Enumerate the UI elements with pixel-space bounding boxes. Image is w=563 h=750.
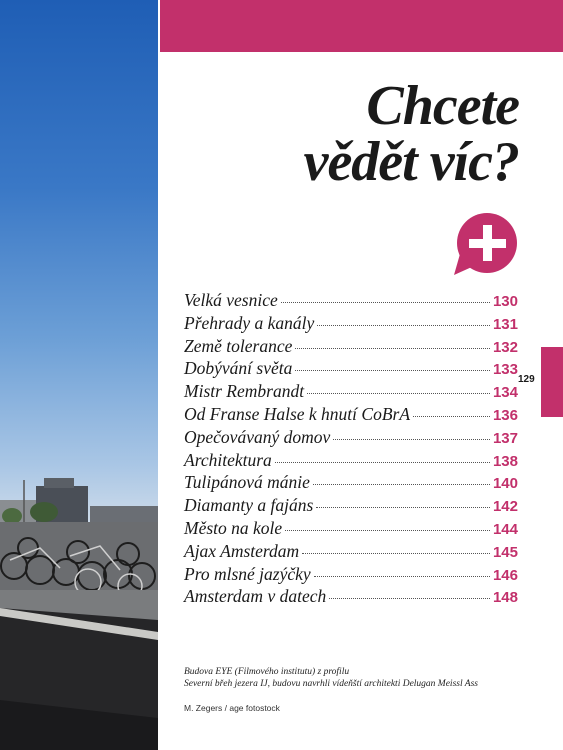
toc-entry-page: 132 (492, 338, 518, 356)
toc-entry-page: 138 (492, 452, 518, 470)
toc-entry-page: 145 (492, 543, 518, 561)
toc-leader-dots (314, 576, 490, 577)
toc-entry-title: Pro mlsné jazýčky (184, 563, 311, 584)
toc-entry-title: Opečovávaný domov (184, 426, 331, 447)
toc-leader-dots (302, 553, 490, 554)
toc-entry-page: 142 (492, 498, 518, 516)
toc-entry-page: 130 (492, 293, 518, 310)
toc-entry[interactable] (184, 586, 518, 609)
toc-leader-dots (317, 325, 490, 326)
top-color-bar (160, 0, 563, 52)
photo-credit: M. Zegers / age fotostock (184, 703, 280, 713)
table-of-contents (184, 290, 518, 609)
toc-entry-page: 148 (492, 589, 518, 607)
toc-entry-title: Dobývání světa (184, 358, 293, 379)
bicycle-parking-scene (0, 0, 158, 750)
toc-leader-dots (313, 484, 490, 485)
toc-entry-title: Od Franse Halse k hnutí CoBrA (184, 403, 411, 424)
toc-entry-page: 131 (492, 315, 518, 333)
toc-entry[interactable] (184, 381, 518, 404)
title-line-1: Chcete (366, 75, 519, 137)
toc-entry[interactable] (184, 404, 518, 427)
toc-leader-dots (316, 507, 490, 508)
toc-entry-page: 146 (492, 566, 518, 584)
toc-entry-page: 137 (492, 429, 518, 447)
toc-entry-title: Země tolerance (184, 335, 293, 356)
toc-entry-title: Ajax Amsterdam (184, 540, 300, 561)
page-title (303, 75, 519, 193)
toc-entry-title: Velká vesnice (184, 290, 278, 310)
title-line-2: vědět víc? (303, 131, 519, 193)
toc-leader-dots (281, 302, 490, 303)
toc-entry[interactable] (184, 495, 518, 518)
toc-leader-dots (307, 393, 490, 394)
toc-entry[interactable] (184, 427, 518, 450)
toc-entry[interactable] (184, 336, 518, 359)
plus-speech-bubble-icon (452, 212, 518, 276)
toc-leader-dots (413, 416, 490, 417)
toc-entry-title: Město na kole (184, 517, 283, 538)
toc-entry-page: 136 (492, 406, 518, 424)
toc-entry-title: Mistr Rembrandt (184, 381, 305, 402)
caption-line-2: Severní břeh jezera IJ, budovu navrhli vídeňští architekti Delugan Meissl Ass (184, 679, 479, 689)
toc-entry[interactable] (184, 450, 518, 473)
toc-entry[interactable] (184, 564, 518, 587)
toc-entry[interactable] (184, 541, 518, 564)
toc-leader-dots (333, 439, 490, 440)
toc-leader-dots (329, 598, 490, 599)
toc-entry-page: 140 (492, 475, 518, 493)
photo-caption (184, 666, 478, 690)
toc-leader-dots (275, 462, 490, 463)
toc-entry-title: Amsterdam v datech (184, 586, 327, 607)
toc-entry-page: 134 (492, 384, 518, 402)
toc-entry-title: Architektura (184, 449, 272, 470)
toc-entry-title: Tulipánová mánie (184, 472, 310, 493)
toc-entry-title: Diamanty a fajáns (184, 495, 314, 516)
page-number: 129 (518, 374, 535, 385)
toc-leader-dots (285, 530, 490, 531)
toc-entry[interactable] (184, 290, 518, 313)
toc-entry[interactable] (184, 472, 518, 495)
toc-leader-dots (295, 370, 490, 371)
toc-entry-page: 144 (492, 520, 518, 538)
toc-entry-title: Přehrady a kanály (184, 312, 315, 333)
toc-entry[interactable] (184, 313, 518, 336)
side-tab-marker (541, 347, 563, 417)
toc-leader-dots (295, 348, 490, 349)
toc-entry[interactable] (184, 358, 518, 381)
cover-photo (0, 0, 158, 750)
toc-entry-page: 133 (492, 361, 518, 379)
caption-line-1: Budova EYE (Filmového institutu) z profilu (184, 667, 350, 677)
toc-entry[interactable] (184, 518, 518, 541)
